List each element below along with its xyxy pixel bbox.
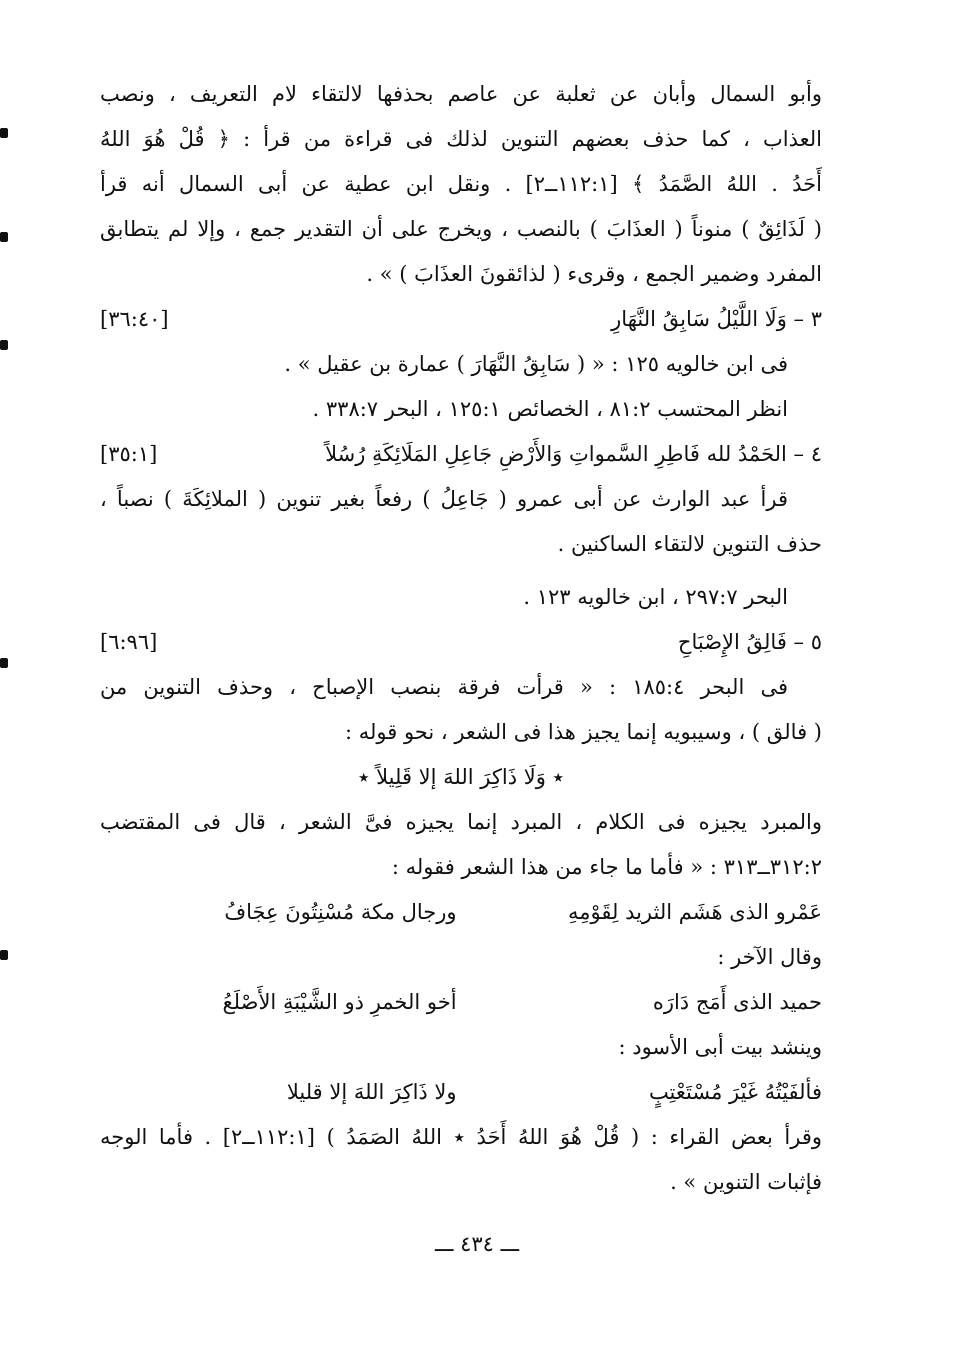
item-4-title: ٤ – الحَمْدُ لله فَاطِرِ السَّمواتِ وَالأَرْضِ جَاعِلِ المَلَائِكَةِ رُسُلاً xyxy=(325,442,822,466)
text-line: ٣١٢:٢ــ٣١٣ : « فأما ما جاء من هذا الشعر فقوله : xyxy=(391,855,822,879)
page-number: ـــ ٤٣٤ ـــ xyxy=(434,1232,520,1256)
text-line: وقرأ بعض القراء : ( قُلْ هُوَ اللهُ أَحَدُ ٭ اللهُ الصَمَدُ ) [١١٢:١ــ٢] . فأما الوجه xyxy=(100,1125,822,1149)
text-line: وقال الآخر : xyxy=(717,945,822,969)
item-3-reference: [٣٦:٤٠] xyxy=(100,307,169,331)
verse-hemistich: عَمْرو الذى هَشَم الثريد لِقَوْمِهِ xyxy=(568,900,822,924)
text-line: والمبرد يجيزه فى الكلام ، المبرد إنما يجيزه فىَّ الشعر ، قال فى المقتضب xyxy=(100,810,822,834)
verse-hemistich: حميد الذى أَمَج دَارَه xyxy=(652,990,822,1014)
item-3-title: ٣ – وَلَا اللَّيْلُ سَابِقُ النَّهَارِ xyxy=(611,307,822,331)
text-line: فى ابن خالويه ١٢٥ : « ( سَابِقُ النَّهَارَ ) عمارة بن عقيل » . xyxy=(284,352,788,376)
poetry-verse xyxy=(100,1070,822,1115)
quoted-verse: ٭ وَلَا ذَاكِرَ اللهَ إلا قَلِيلاً ٭ xyxy=(358,765,564,789)
item-4-heading xyxy=(100,432,822,477)
text-line: انظر المحتسب ٨١:٢ ، الخصائص ١٢٥:١ ، البحر ٣٣٨:٧ . xyxy=(312,397,788,421)
text-line: وأبو السمال وأبان عن ثعلبة عن عاصم بحذفها لالتقاء لام التعريف ، ونصب xyxy=(100,82,822,106)
verse-hemistich: ورجال مكة مُسْنِتُونَ عِجَافُ xyxy=(224,900,457,924)
margin-mark xyxy=(0,340,8,350)
poetry-verse xyxy=(100,980,822,1025)
poetry-verse xyxy=(100,890,822,935)
item-3-heading xyxy=(100,297,822,342)
text-line: حذف التنوين لالتقاء الساكنين . xyxy=(557,532,822,556)
text-line: ( فالق ) ، وسيبويه إنما يجيز هذا فى الشعر ، نحو قوله : xyxy=(344,720,822,744)
item-5-reference: [٦:٩٦] xyxy=(100,630,158,654)
text-line: المفرد وضمير الجمع ، وقرىء ( لذائقونَ العذَابَ ) » . xyxy=(366,262,822,286)
text-line: فى البحر ١٨٥:٤ : « قرأت فرقة بنصب الإصباح ، وحذف التنوين من xyxy=(100,675,788,699)
document-body xyxy=(100,72,822,1205)
item-5-heading xyxy=(100,620,822,665)
text-line: وينشد بيت أبى الأسود : xyxy=(618,1035,822,1059)
verse-hemistich: أخو الخمرِ ذو الشَّيْبَةِ الأَصْلَعُ xyxy=(222,990,457,1014)
text-line: قرأ عبد الوارث عن أبى عمرو ( جَاعِلُ ) رفعاً بغير تنوين ( الملائِكَةَ ) نصباً ، xyxy=(100,487,788,511)
verse-hemistich: ولا ذَاكِرَ اللهَ إلا قليلا xyxy=(286,1080,457,1104)
verse-hemistich: فألفَيْتُهُ غَيْرَ مُسْتَعْتِبٍ xyxy=(648,1080,822,1104)
text-line: العذاب ، كما حذف بعضهم التنوين لذلك فى قراءة من قرأ : ﴿ قُلْ هُوَ اللهُ xyxy=(100,127,822,151)
item-4-reference: [٣٥:١] xyxy=(100,442,158,466)
text-line: فإثبات التنوين » . xyxy=(670,1170,822,1194)
margin-mark xyxy=(0,950,8,960)
text-line: ( لَذَائِقٌ ) منوناً ( العذَابَ ) بالنصب ، ويخرج على أن التقدير جمع ، وإلا لم يتطابق xyxy=(100,217,822,241)
margin-mark xyxy=(0,128,8,138)
margin-mark xyxy=(0,232,8,242)
text-line: البحر ٢٩٧:٧ ، ابن خالويه ١٢٣ . xyxy=(523,585,788,609)
text-line: أَحَدُ . اللهُ الصَّمَدُ ﴾ [١١٢:١ــ٢] . ونقل ابن عطية عن أبى السمال أنه قرأ xyxy=(100,172,822,196)
margin-mark xyxy=(0,658,8,668)
item-5-title: ٥ – فَالِقُ الإِصْبَاحِ xyxy=(677,630,822,654)
